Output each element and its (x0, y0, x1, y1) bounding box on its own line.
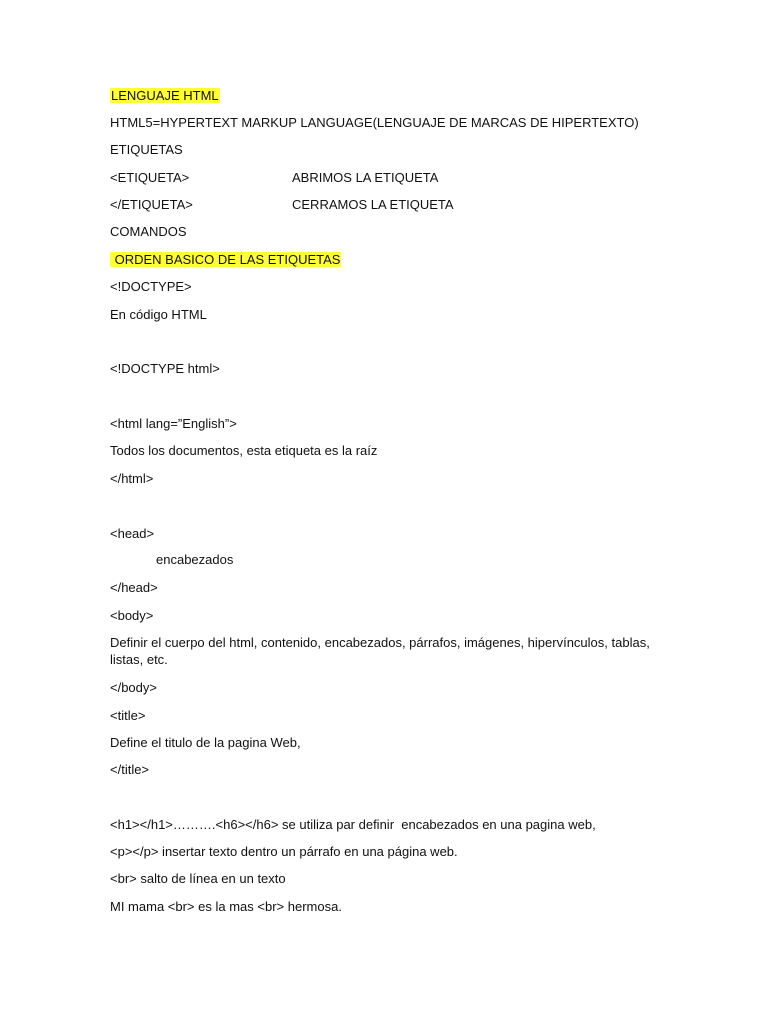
tag-close: </ETIQUETA> (110, 197, 193, 212)
en-codigo: En código HTML (110, 307, 207, 322)
head-close: </head> (110, 580, 158, 595)
p-tags: <p></p> insertar texto dentro un párrafo en una página web. (110, 844, 458, 859)
html-open: <html lang=”English”> (110, 416, 237, 431)
br-example: MI mama <br> es la mas <br> hermosa. (110, 899, 342, 914)
title-open: <title> (110, 708, 146, 723)
br-tag: <br> salto de línea en un texto (110, 871, 286, 886)
head-desc: encabezados (156, 552, 234, 567)
h-tags: <h1></h1>……….<h6></h6> se utiliza par definir encabezados en una pagina web, (110, 817, 596, 832)
html-desc: Todos los documentos, esta etiqueta es la raíz (110, 443, 378, 458)
definition-line: HTML5=HYPERTEXT MARKUP LANGUAGE(LENGUAJE DE MARCAS DE HIPERTEXTO) (110, 115, 639, 130)
etiquetas-heading: ETIQUETAS (110, 142, 183, 157)
body-desc: Definir el cuerpo del html, contenido, encabezados, párrafos, imágenes, hipervínculos, tablas, listas, etc. (110, 635, 650, 667)
doc-title-line (110, 87, 220, 104)
doctype-html: <!DOCTYPE html> (110, 361, 220, 376)
head-open: <head> (110, 526, 155, 541)
title-close: </title> (110, 762, 150, 777)
orden-heading: ORDEN BASICO DE LAS ETIQUETAS (111, 252, 341, 267)
tag-open-desc: ABRIMOS LA ETIQUETA (292, 170, 439, 185)
body-close: </body> (110, 680, 157, 695)
tag-open: <ETIQUETA> (110, 170, 190, 185)
doctype-short: <!DOCTYPE> (110, 279, 192, 294)
doc-title: LENGUAJE HTML (111, 88, 219, 103)
tag-close-desc: CERRAMOS LA ETIQUETA (292, 197, 454, 212)
title-desc: Define el titulo de la pagina Web, (110, 735, 301, 750)
html-close: </html> (110, 471, 154, 486)
orden-heading-line (110, 251, 341, 268)
comandos-heading: COMANDOS (110, 224, 187, 239)
body-open: <body> (110, 608, 154, 623)
